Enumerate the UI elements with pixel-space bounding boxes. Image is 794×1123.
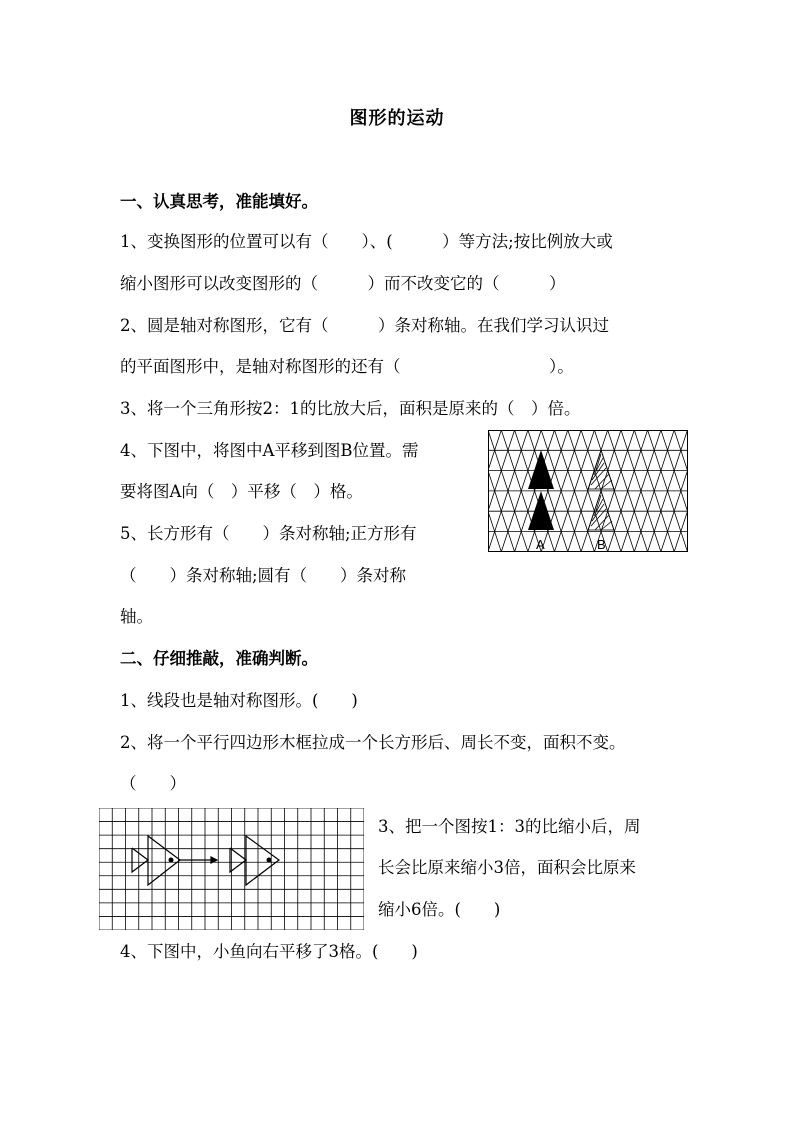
question-line: 1、变换图形的位置可以有（ ）、( ）等方法;按比例放大或	[120, 232, 613, 251]
question-line: 3、把一个图按1：3的比缩小后，周	[378, 817, 641, 836]
question-line: （ ）	[120, 774, 186, 793]
question-line: 5、长方形有（ ）条对称轴;正方形有	[120, 524, 417, 543]
question-line: （ ）条对称轴;圆有（ ）条对称	[120, 566, 407, 585]
label-a: A	[536, 537, 545, 552]
question-line: 要将图A向（ ）平移（ ）格。	[120, 482, 363, 501]
question-line: 1、线段也是轴对称图形。( )	[120, 691, 358, 710]
question-line: 4、下图中，将图中A平移到图B位置。需	[120, 441, 419, 460]
fish-grid-figure	[99, 808, 364, 930]
section2-heading: 二、仔细推敲，准确判断。	[120, 649, 318, 668]
question-line: 2、将一个平行四边形木框拉成一个长方形后、周长不变，面积不变。	[120, 733, 626, 752]
question-line: 3、将一个三角形按2：1的比放大后，面积是原来的（ ）倍。	[120, 399, 581, 418]
section1-heading: 一、认真思考，准能填好。	[120, 192, 318, 211]
label-b: B	[597, 537, 606, 552]
question-line: 4、下图中，小鱼向右平移了3格。( )	[120, 942, 418, 961]
question-line: 缩小6倍。( )	[378, 900, 501, 919]
triangle-a	[528, 450, 554, 489]
question-line: 长会比原来缩小3倍，面积会比原来	[378, 858, 636, 877]
fish-eye	[267, 858, 272, 863]
question-line: 轴。	[120, 607, 153, 626]
question-line: 2、圆是轴对称图形，它有（ ）条对称轴。在我们学习认识过	[120, 316, 609, 335]
page-title: 图形的运动	[349, 108, 445, 129]
triangle-grid-figure	[488, 430, 688, 552]
question-line: 的平面图形中，是轴对称图形的还有（ ）。	[120, 357, 574, 376]
fish-eye	[169, 858, 174, 863]
question-line: 缩小图形可以改变图形的（ ）而不改变它的（ ）	[120, 274, 566, 293]
